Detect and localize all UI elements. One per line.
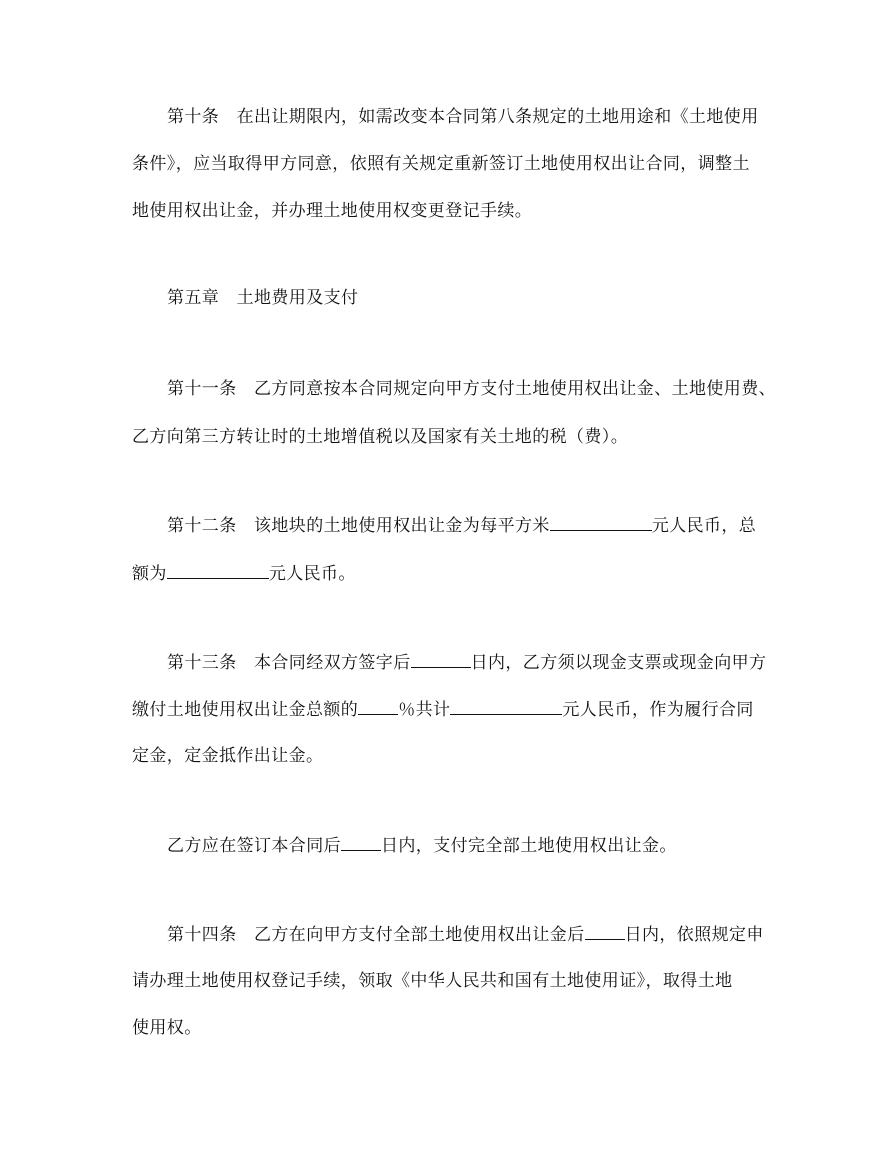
fill-in-blank[interactable] (358, 698, 398, 715)
fill-in-blank[interactable] (585, 923, 625, 940)
paragraph-text: 第十四条 乙方在向甲方支付全部土地使用权出让金后 (167, 925, 585, 945)
paragraph-text: 地使用权出让金，并办理土地使用权变更登记手续。 (132, 201, 533, 221)
paragraph-text: 使用权。 (132, 1018, 202, 1038)
paragraph-text: 第十条 在出让期限内，如需改变本合同第八条规定的土地用途和《土地使用 (167, 107, 759, 127)
paragraph-line (167, 287, 358, 309)
paragraph-text: ％共计 (398, 700, 451, 720)
paragraph-text: 第十二条 该地块的土地使用权出让金为每平方米 (167, 516, 550, 536)
fill-in-blank[interactable] (550, 514, 652, 531)
paragraph-line (132, 562, 356, 585)
paragraph-text: 第五章 土地费用及支付 (167, 288, 359, 308)
paragraph-text: 乙方应在签订本合同后 (167, 836, 341, 856)
paragraph-text: 元人民币，总 (651, 516, 757, 536)
paragraph-line (167, 834, 677, 857)
paragraph-line (167, 923, 764, 946)
paragraph-line (132, 153, 750, 175)
paragraph-line (132, 1017, 202, 1039)
paragraph-line (167, 106, 759, 128)
paragraph-text: 第十三条 本合同经双方签字后 (167, 653, 411, 673)
paragraph-line (167, 378, 776, 400)
paragraph-line (167, 651, 766, 674)
paragraph-text: 元人民币，作为履行合同 (562, 700, 754, 720)
paragraph-text: 元人民币。 (268, 564, 356, 584)
paragraph-text: 日内，支付完全部土地使用权出让金。 (381, 836, 677, 856)
paragraph-text: 缴付土地使用权出让金总额的 (132, 700, 359, 720)
paragraph-line (132, 698, 754, 721)
paragraph-line (132, 970, 733, 992)
paragraph-line (132, 426, 628, 448)
paragraph-text: 请办理土地使用权登记手续，领取《中华人民共和国有土地使用证》，取得土地 (132, 971, 733, 991)
paragraph-text: 额为 (132, 564, 167, 584)
paragraph-text: 乙方向第三方转让时的土地增值税以及国家有关土地的税（费）。 (132, 427, 629, 447)
paragraph-text: 条件》，应当取得甲方同意，依照有关规定重新签订土地使用权出让合同，调整土 (132, 154, 750, 174)
fill-in-blank[interactable] (167, 562, 269, 579)
paragraph-text: 第十一条 乙方同意按本合同规定向甲方支付土地使用权出让金、土地使用费、 (167, 379, 776, 399)
paragraph-text: 日内，依照规定申 (624, 925, 764, 945)
fill-in-blank[interactable] (341, 834, 381, 851)
paragraph-line (167, 514, 756, 537)
fill-in-blank[interactable] (450, 698, 562, 715)
paragraph-line (132, 745, 323, 767)
fill-in-blank[interactable] (411, 651, 471, 668)
paragraph-line (132, 200, 532, 222)
paragraph-text: 定金，定金抵作出让金。 (132, 746, 324, 766)
paragraph-text: 日内，乙方须以现金支票或现金向甲方 (470, 653, 767, 673)
